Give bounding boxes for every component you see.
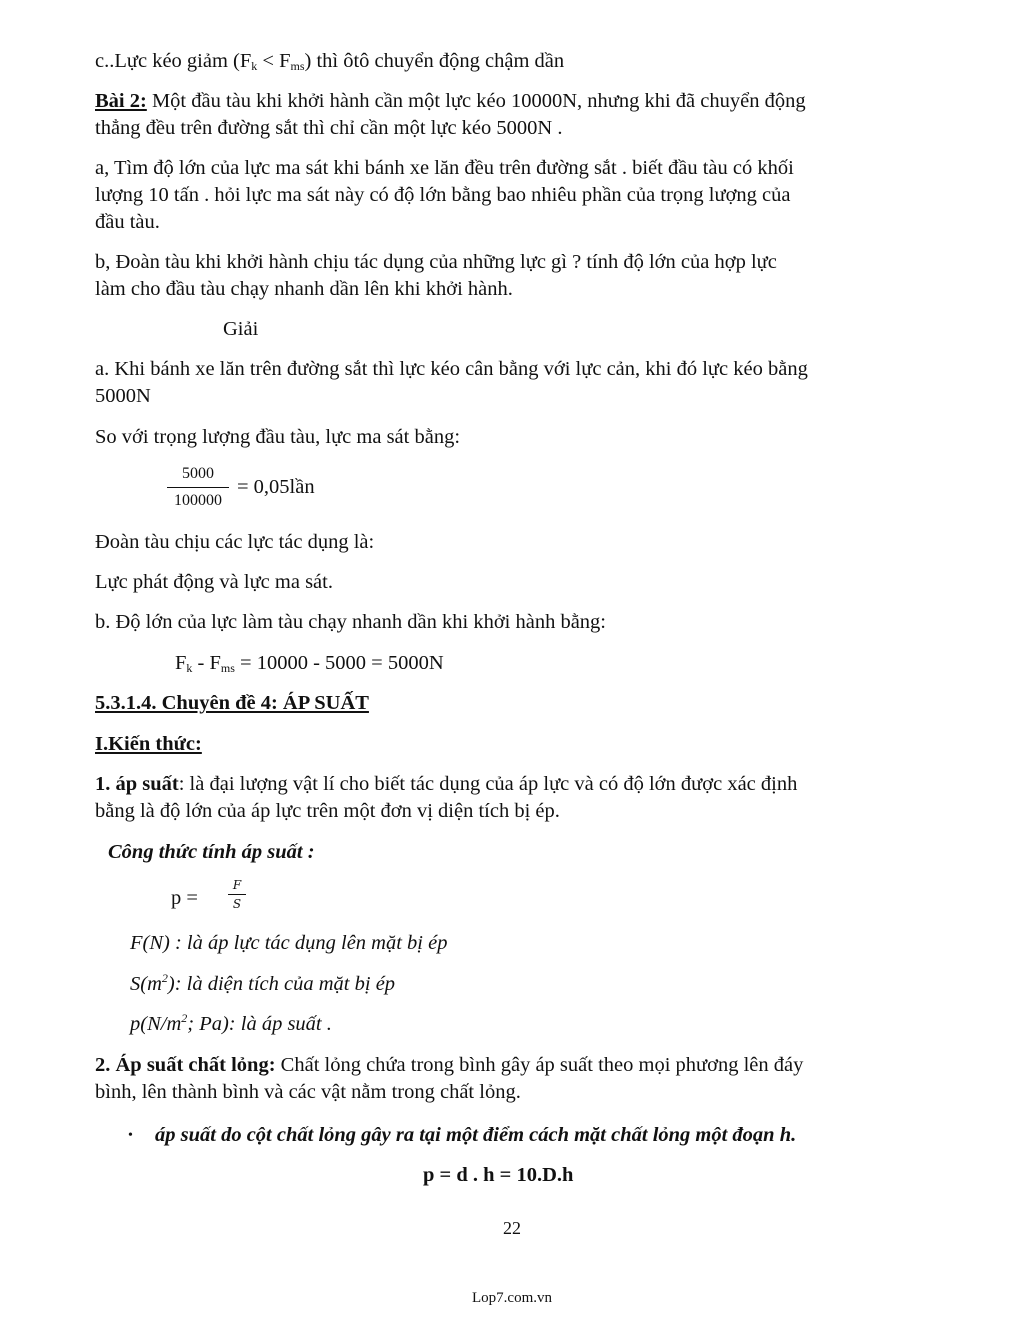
line-c: c..Lực kéo giảm $(F_k < F_{ms})$ thì ôtô chuyển động chậm dần bbox=[95, 50, 565, 73]
bai2-line2: thẳng đều trên đường sắt thì chỉ cần một lực kéo 5000N . bbox=[95, 117, 563, 139]
liquid-pressure-line2: bình, lên thành bình và các vật nằm trong chất lỏng. bbox=[95, 1081, 521, 1103]
net-force-equation: $F_k - F_{ms} = 10000 - 5000 = 5000N$ bbox=[175, 652, 444, 675]
fraction-bar bbox=[167, 487, 229, 488]
bai2-line1: Bài 2: Một đầu tàu khi khởi hành cần một lực kéo 10000N, nhưng khi đã chuyển động bbox=[95, 90, 806, 112]
def-force: F(N) : là áp lực tác dụng lên mặt bị ép bbox=[130, 932, 448, 954]
solution-heading: Giải bbox=[223, 318, 259, 340]
fraction-friction bbox=[167, 464, 229, 511]
knowledge-heading: I.Kiến thức: bbox=[95, 733, 202, 755]
pressure-formula-lhs: p = bbox=[171, 887, 198, 909]
liquid-pressure-line1: 2. Áp suất chất lỏng: Chất lỏng chứa trong bình gây áp suất theo mọi phương lên đáy bbox=[95, 1054, 804, 1076]
forces-list: Lực phát động và lực ma sát. bbox=[95, 571, 333, 593]
question-b-line2: làm cho đầu tàu chạy nhanh dần lên khi khởi hành. bbox=[95, 278, 513, 300]
pressure-label: 1. áp suất bbox=[95, 773, 179, 795]
liquid-pressure-label: 2. Áp suất chất lỏng: bbox=[95, 1054, 276, 1076]
def-pressure: $p(N/m^2$; Pa): là áp suất . bbox=[130, 1011, 332, 1035]
pressure-def-line2: bằng là độ lớn của áp lực trên một đơn vị diện tích bị ép. bbox=[95, 800, 560, 822]
fraction-result: = 0,05lần bbox=[237, 476, 315, 498]
fraction-numerator: 5000 bbox=[182, 465, 214, 482]
question-b-line1: b, Đoàn tàu khi khởi hành chịu tác dụng của những lực gì ? tính độ lớn của hợp lực bbox=[95, 251, 777, 273]
pressure-fraction-num: F bbox=[232, 878, 242, 892]
fraction-denominator: 100000 bbox=[174, 492, 222, 509]
formula-heading: Công thức tính áp suất : bbox=[108, 841, 315, 863]
page-number: 22 bbox=[503, 1218, 521, 1238]
site-footer: Lop7.com.vn bbox=[472, 1290, 552, 1306]
compare-line: So với trọng lượng đầu tàu, lực ma sát bằng: bbox=[95, 426, 461, 448]
solution-b-line: b. Độ lớn của lực làm tàu chạy nhanh dần khi khởi hành bằng: bbox=[95, 611, 606, 633]
bullet-icon: • bbox=[128, 1128, 133, 1143]
bullet-text: áp suất do cột chất lỏng gây ra tại một điểm cách mặt chất lỏng một đoạn h. bbox=[155, 1124, 797, 1146]
pressure-fraction bbox=[228, 878, 246, 911]
pressure-def-line1: 1. áp suất: là đại lượng vật lí cho biết tác dụng của áp lực và có độ lớn được xác định bbox=[95, 773, 798, 795]
section-heading: 5.3.1.4. Chuyên đề 4: ÁP SUẤT bbox=[95, 692, 369, 714]
def-area: $S(m^2)$: là diện tích của mặt bị ép bbox=[130, 971, 396, 995]
forces-line: Đoàn tàu chịu các lực tác dụng là: bbox=[95, 531, 375, 553]
solution-a-line2: 5000N bbox=[95, 385, 151, 407]
question-a-line1: a, Tìm độ lớn của lực ma sát khi bánh xe lăn đều trên đường sắt . biết đầu tàu có khối bbox=[95, 157, 794, 179]
question-a-line3: đầu tàu. bbox=[95, 211, 160, 233]
bai2-label: Bài 2: bbox=[95, 90, 147, 112]
liquid-pressure-equation: p = d . h = 10.D.h bbox=[423, 1164, 574, 1186]
pressure-fraction-den: S bbox=[232, 897, 242, 911]
pressure-fraction-bar bbox=[228, 894, 246, 895]
solution-a-line1: a. Khi bánh xe lăn trên đường sắt thì lực kéo cân bằng với lực cản, khi đó lực kéo bằng bbox=[95, 358, 808, 380]
question-a-line2: lượng 10 tấn . hỏi lực ma sát này có độ lớn bằng bao nhiêu phần của trọng lượng của bbox=[95, 184, 791, 206]
